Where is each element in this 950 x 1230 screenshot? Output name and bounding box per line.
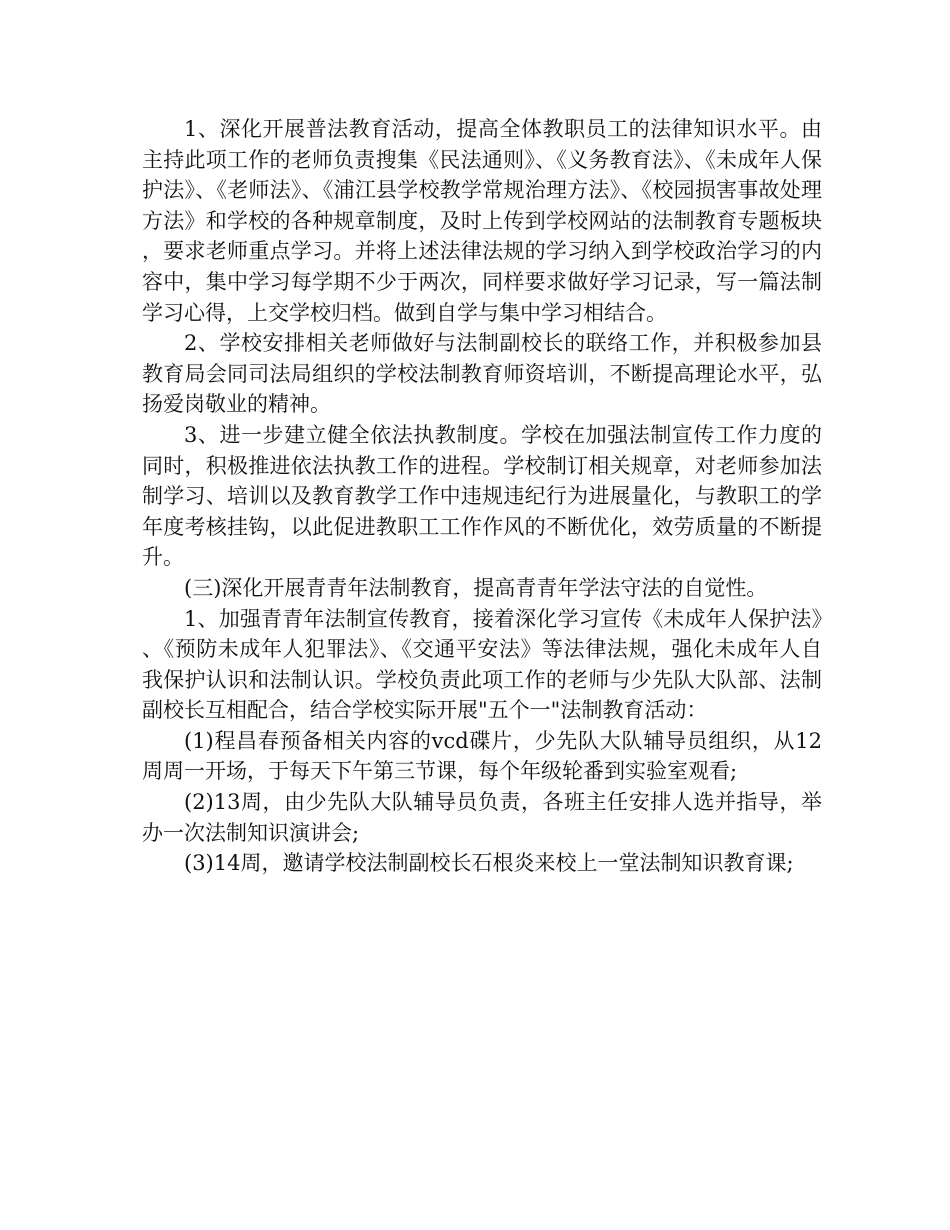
- list-item-legal-lecture: (3)14周，邀请学校法制副校长石根炎来校上一堂法制知识教育课;: [184, 851, 794, 876]
- document-body: [142, 114, 822, 879]
- section-heading-youth-education: (三)深化开展青青年法制教育，提高青青年学法守法的自觉性。: [184, 575, 768, 600]
- list-item-speech-contest: (2)13周，由少先队大队辅导员负责，各班主任安排人选并指导，举办一次法制知识演讲会;: [142, 790, 822, 845]
- paragraph-liaison-training: 2、学校安排相关老师做好与法制副校长的联络工作，并积极参加县教育局会同司法局组织的学校法制教育师资培训，不断提高理论水平，弘扬爱岗敬业的精神。: [142, 331, 822, 417]
- paragraph-law-based-teaching: 3、进一步建立健全依法执教制度。学校在加强法制宣传工作力度的同时，积极推进依法执教工作的进程。学校制订相关规章，对老师参加法制学习、培训以及教育教学工作中违规违纪行为进展量化，与教职工的学年度考核挂钩，以此促进教职工工作作风的不断优化，效劳质量的不断提升。: [142, 422, 822, 570]
- paragraph-legal-study: 1、深化开展普法教育活动，提高全体教职员工的法律知识水平。由主持此项工作的老师负责搜集《民法通则》、《义务教育法》、《未成年人保护法》、《老师法》、《浦江县学校教学常规治理方法》、《校园损害事故处理方法》和学校的各种规章制度，及时上传到学校网站的法制教育专题板块，要求老师重点学习。并将上述法律法规的学习纳入到学校政治学习的内容中，集中学习每学期不少于两次，同样要求做好学习记录，写一篇法制学习心得，上交学校归档。做到自学与集中学习相结合。: [142, 117, 822, 325]
- list-item-vcd-viewing: (1)程昌春预备相关内容的vcd碟片，少先队大队辅导员组织，从12周周一开场，于每天下午第三节课，每个年级轮番到实验室观看;: [142, 728, 822, 784]
- paragraph-youth-publicity: 1、加强青青年法制宣传教育，接着深化学习宣传《未成年人保护法》、《预防未成年人犯罪法》、《交通平安法》等法律法规，强化未成年人自我保护认识和法制认识。学校负责此项工作的老师与少先队大队部、法制副校长互相配合，结合学校实际开展"五个一"法制教育活动：: [142, 606, 822, 723]
